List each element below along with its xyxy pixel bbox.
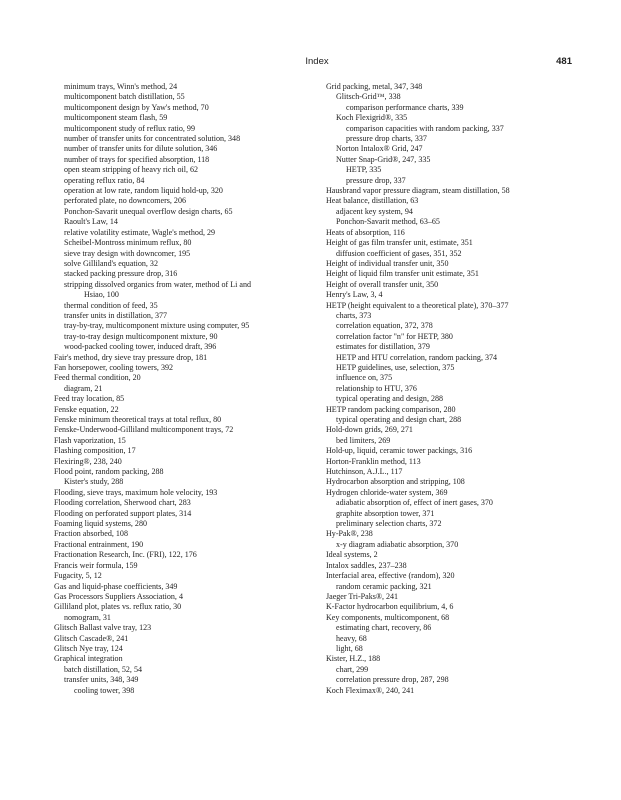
index-entry: Horton-Franklin method, 113 [326, 456, 421, 466]
index-entry: Fractionation Research, Inc. (FRI), 122, 176 [54, 550, 197, 560]
index-entry: x-y diagram adiabatic absorption, 370 [336, 539, 459, 549]
index-entry: Grid packing, metal, 347, 348 [326, 82, 423, 91]
index-entry: Feed tray location, 85 [54, 394, 125, 404]
index-entry: estimating chart, recovery, 86 [336, 623, 432, 633]
index-entry: typical operating and design chart, 288 [336, 415, 462, 424]
index-entry: pressure drop, 337 [346, 175, 406, 185]
page-number: 481 [556, 56, 572, 67]
index-entry: tray-by-tray, multicomponent mixture using computer, 95 [64, 321, 250, 331]
index-entry: HETP guidelines, use, selection, 375 [336, 362, 455, 372]
index-entry: tray-to-tray design multicomponent mixture, 90 [64, 331, 218, 341]
index-entry: transfer units, 348, 349 [64, 675, 139, 685]
index-entry: Glitsch-Grid™, 338 [336, 92, 401, 102]
index-entry: Hydrogen chloride-water system, 369 [326, 487, 448, 497]
index-entry: HETP, 335 [346, 165, 382, 175]
index-entry: Ideal systems, 2 [326, 550, 378, 560]
index-entry: correlation equation, 372, 378 [336, 321, 433, 331]
index-entry: Fractional entrainment, 190 [54, 539, 144, 549]
index-entry: Fraction absorbed, 108 [54, 529, 128, 539]
index-entry: Koch Fleximax®, 240, 241 [326, 685, 415, 695]
index-entry: multicomponent study of reflux ratio, 99 [64, 123, 195, 133]
index-entry: Fugacity, 5, 12 [54, 571, 102, 581]
index-entry: Height of individual transfer unit, 350 [326, 258, 449, 268]
index-entry: multicomponent steam flash, 59 [64, 113, 168, 123]
index-entry: sieve tray design with downcomer, 195 [64, 248, 191, 258]
index-entry: Hold-up, liquid, ceramic tower packings, 316 [326, 446, 473, 456]
index-entry: Key components, multicomponent, 68 [326, 612, 450, 622]
index-entry: batch distillation, 52, 54 [64, 664, 143, 674]
index-entry: Koch Flexigrid®, 335 [336, 113, 408, 123]
index-entry: operating reflux ratio, 84 [64, 175, 145, 185]
index-entry: Flooding on perforated support plates, 314 [54, 508, 192, 518]
index-entry: chart, 299 [336, 664, 369, 674]
index-entry: pressure drop charts, 337 [346, 134, 427, 144]
index-entry: Kister's study, 288 [64, 477, 124, 487]
index-entry: Fenske-Underwood-Gilliland multicomponent trays, 72 [54, 425, 234, 435]
index-entry: Nutter Snap-Grid®, 247, 335 [336, 154, 431, 164]
index-entry: Foaming liquid systems, 280 [54, 519, 147, 529]
index-entry: Norton Intalox® Grid, 247 [336, 144, 423, 154]
index-entry: Height of overall transfer unit, 350 [326, 279, 439, 289]
index-entry: Glitsch Ballast valve tray, 123 [54, 623, 152, 633]
index-entry: HETP random packing comparison, 280 [326, 404, 456, 414]
index-entry: Glitsch Nye tray, 124 [54, 643, 123, 653]
index-entry: Feed thermal condition, 20 [54, 373, 141, 383]
index-entry: minimum trays, Winn's method, 24 [64, 82, 178, 91]
index-entry: preliminary selection charts, 372 [336, 519, 442, 529]
index-entry: Francis weir formula, 159 [54, 560, 138, 570]
index-entry: Flashing composition, 17 [54, 446, 136, 456]
index-entry: correlation factor "n" for HETP, 380 [336, 331, 453, 341]
index-entry: Fair's method, dry sieve tray pressure drop, 181 [54, 352, 208, 362]
index-entry: perforated plate, no downcomers, 206 [64, 196, 187, 206]
index-entry: relative volatility estimate, Wagle's method, 29 [64, 227, 216, 237]
index-entry: open steam stripping of heavy rich oil, 62 [64, 165, 199, 175]
index-entry: adiabatic absorption of, effect of inert gases, 370 [336, 498, 493, 508]
index-entry: Gas and liquid-phase coefficients, 349 [54, 581, 178, 591]
index-entry: nomogram, 31 [64, 612, 111, 622]
index-entry: random ceramic packing, 321 [336, 581, 432, 591]
index-entry: Raoult's Law, 14 [64, 217, 118, 227]
index-entry: Glitsch Cascade®, 241 [54, 633, 129, 643]
index-entry: number of transfer units for dilute solution, 346 [64, 144, 218, 154]
index-entry: Interfacial area, effective (random), 320 [326, 571, 455, 581]
index-entry: Scheibel-Montross minimum reflux, 80 [64, 238, 192, 248]
index-entry: solve Gilliland's equation, 32 [64, 258, 158, 268]
index-entry: cooling tower, 398 [74, 685, 135, 695]
index-entry: Flexiring®, 238, 240 [54, 456, 122, 466]
index-entry: Flash vaporization, 15 [54, 435, 126, 445]
index-entry: estimates for distillation, 379 [336, 342, 430, 352]
index-entry: Fenske minimum theoretical trays at total reflux, 80 [54, 415, 222, 424]
index-entry: Flood point, random packing, 288 [54, 467, 164, 477]
index-entry: Heats of absorption, 116 [326, 227, 405, 237]
index-entry: K-Factor hydrocarbon equilibrium, 4, 6 [326, 602, 454, 612]
index-entry: transfer units in distillation, 377 [64, 310, 168, 320]
index-entry: Ponchon-Savarit unequal overflow design charts, 65 [64, 206, 233, 216]
index-entry: Hsiao, 100 [84, 290, 119, 300]
index-entry: Height of liquid film transfer unit estimate, 351 [326, 269, 479, 279]
index-entry: bed limiters, 269 [336, 435, 391, 445]
index-entry: adjacent key system, 94 [336, 206, 413, 216]
index-entry: Kister, H.Z., 188 [326, 654, 381, 664]
index-entry: Hydrocarbon absorption and stripping, 108 [326, 477, 465, 487]
index-entry: Henry's Law, 3, 4 [326, 290, 383, 300]
index-entry: diffusion coefficient of gases, 351, 352 [336, 248, 462, 258]
index-entry: heavy, 68 [336, 633, 367, 643]
index-entry: Gilliland plot, plates vs. reflux ratio, 30 [54, 602, 182, 612]
index-entry: Fenske equation, 22 [54, 404, 119, 414]
index-entry: relationship to HTU, 376 [336, 383, 417, 393]
index-entry: comparison performance charts, 339 [346, 102, 464, 112]
index-entry: number of transfer units for concentrated solution, 348 [64, 134, 241, 144]
index-entry: comparison capacities with random packing, 337 [346, 123, 504, 133]
index-entry: Intalox saddles, 237–238 [326, 560, 407, 570]
index-entry: Hold-down grids, 269, 271 [326, 425, 413, 435]
index-entry: Ponchon-Savarit method, 63–65 [336, 217, 440, 227]
index-entry: multicomponent batch distillation, 55 [64, 92, 185, 102]
index-entry: stripping dissolved organics from water, method of Li and [64, 279, 252, 289]
index-entry: Height of gas film transfer unit, estimate, 351 [326, 238, 473, 248]
index-entry: thermal condition of feed, 35 [64, 300, 158, 310]
index-entry: Hy-Pak®, 238 [326, 529, 373, 539]
index-entry: Jaeger Tri-Paks®, 241 [326, 591, 399, 601]
index-entry: charts, 373 [336, 310, 372, 320]
index-column-right [326, 82, 591, 696]
index-entry: Hutchinson, A.J.L., 117 [326, 467, 403, 477]
index-entry: Flooding correlation, Sherwood chart, 283 [54, 498, 191, 508]
index-entry: Heat balance, distillation, 63 [326, 196, 419, 206]
index-entry: light, 68 [336, 643, 363, 653]
index-column-left [54, 82, 316, 696]
index-entry: Gas Processors Suppliers Association, 4 [54, 591, 183, 601]
index-entry: Fan horsepower, cooling towers, 392 [54, 362, 174, 372]
running-title: Index [305, 56, 329, 67]
index-entry: typical operating and design, 288 [336, 394, 444, 404]
index-entry: operation at low rate, random liquid hold-up, 320 [64, 186, 223, 196]
index-entry: wood-packed cooling tower, induced draft, 396 [64, 342, 217, 352]
index-entry: Flooding, sieve trays, maximum hole velocity, 193 [54, 487, 218, 497]
index-entry: multicomponent design by Yaw's method, 70 [64, 102, 209, 112]
index-entry: Hausbrand vapor pressure diagram, steam distillation, 58 [326, 186, 510, 196]
index-entry: correlation pressure drop, 287, 298 [336, 675, 449, 685]
index-entry: influence on, 375 [336, 373, 393, 383]
index-entry: graphite absorption tower, 371 [336, 508, 435, 518]
index-entry: HETP (height equivalent to a theoretical plate), 370–377 [326, 300, 509, 310]
page-header [62, 56, 572, 70]
index-entry: diagram, 21 [64, 383, 103, 393]
index-entry: HETP and HTU correlation, random packing, 374 [336, 352, 498, 362]
index-entry: Graphical integration [54, 654, 123, 664]
index-entry: stacked packing pressure drop, 316 [64, 269, 178, 279]
index-entry: number of trays for specified absorption, 118 [64, 154, 210, 164]
